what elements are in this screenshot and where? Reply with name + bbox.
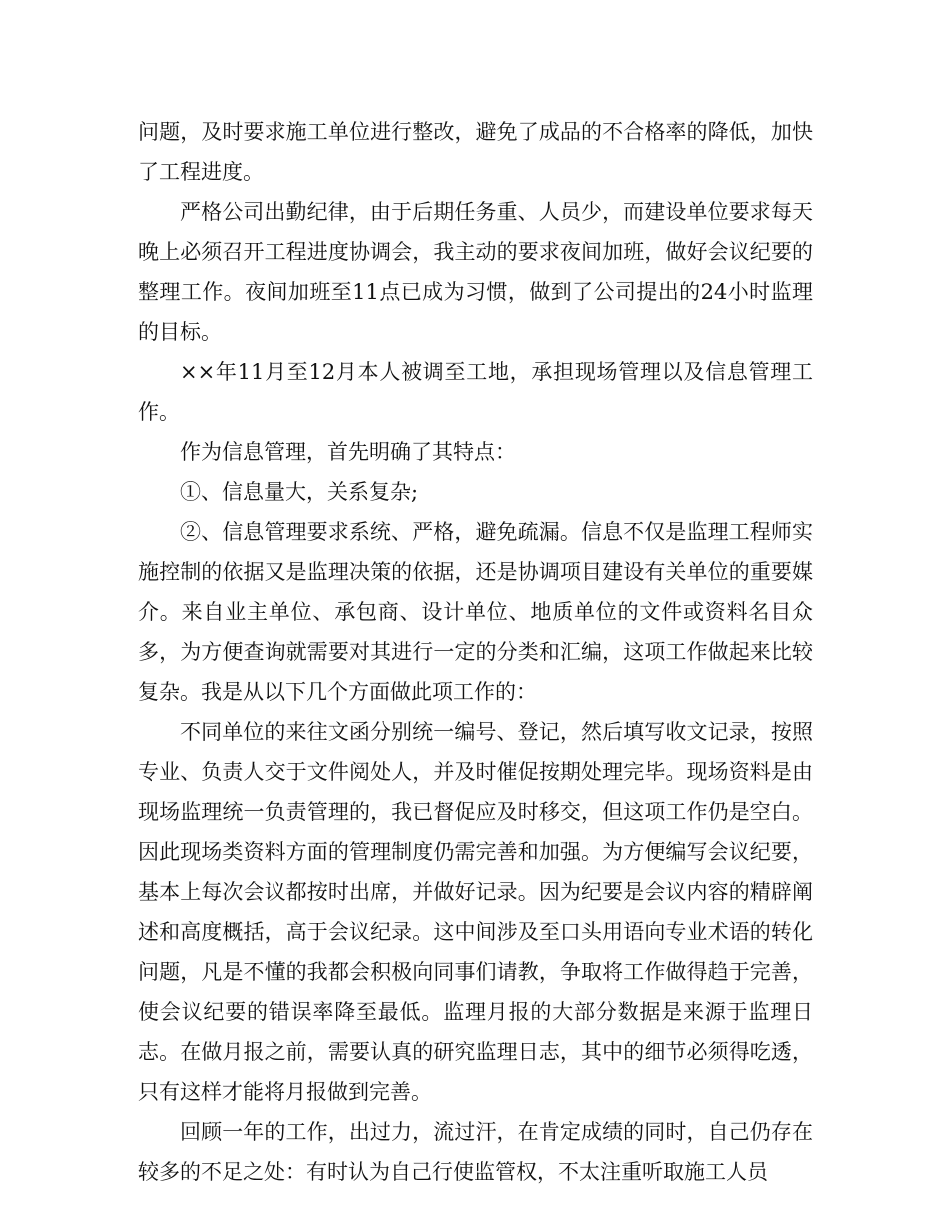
paragraph-attendance: 严格公司出勤纪律，由于后期任务重、人员少，而建设单位要求每天晚上必须召开工程进度协调会，我主动的要求夜间加班，做好会议纪要的整理工作。夜间加班至11点已成为习惯，做到了公司提出的24小时监理的目标。 <box>138 200 813 344</box>
paragraph-document-handling: 不同单位的来往文函分别统一编号、登记，然后填写收文记录，按照专业、负责人交于文件阅处人，并及时催促按期处理完毕。现场资料是由现场监理统一负责管理的，我已督促应及时移交，但这项工作仍是空白。因此现场类资料方面的管理制度仍需完善和加强。为方便编写会议纪要，基本上每次会议都按时出席，并做好记录。因为纪要是会议内容的精辟阐述和高度概括，高于会议纪录。这中间涉及至口头用语向专业术语的转化问题，凡是不懂的我都会积极向同事们请教，争取将工作做得趋于完善，使会议纪要的错误率降至最低。监理月报的大部分数据是来源于监理日志。在做月报之前，需要认真的研究监理日志，其中的细节必须得吃透，只有这样才能将月报做到完善。 <box>138 720 813 1104</box>
paragraph-review: 回顾一年的工作，出过力，流过汗，在肯定成绩的同时，自己仍存在较多的不足之处：有时认为自己行使监管权，不太注重听取施工人员 <box>138 1120 813 1184</box>
paragraph-continuation: 问题，及时要求施工单位进行整改，避免了成品的不合格率的降低，加快了工程进度。 <box>138 120 813 184</box>
paragraph-point-1: ①、信息量大，关系复杂; <box>180 480 419 504</box>
paragraph-point-2: ②、信息管理要求系统、严格，避免疏漏。信息不仅是监理工程师实施控制的依据又是监理决策的依据，还是协调项目建设有关单位的重要媒介。来自业主单位、承包商、设计单位、地质单位的文件或资料名目众多，为方便查询就需要对其进行一定的分类和汇编，这项工作做起来比较复杂。我是从以下几个方面做此项工作的： <box>138 520 813 704</box>
document-body <box>138 112 813 1192</box>
paragraph-transfer: ××年11月至12月本人被调至工地，承担现场管理以及信息管理工作。 <box>138 360 813 424</box>
paragraph-info-intro: 作为信息管理，首先明确了其特点： <box>180 440 516 464</box>
